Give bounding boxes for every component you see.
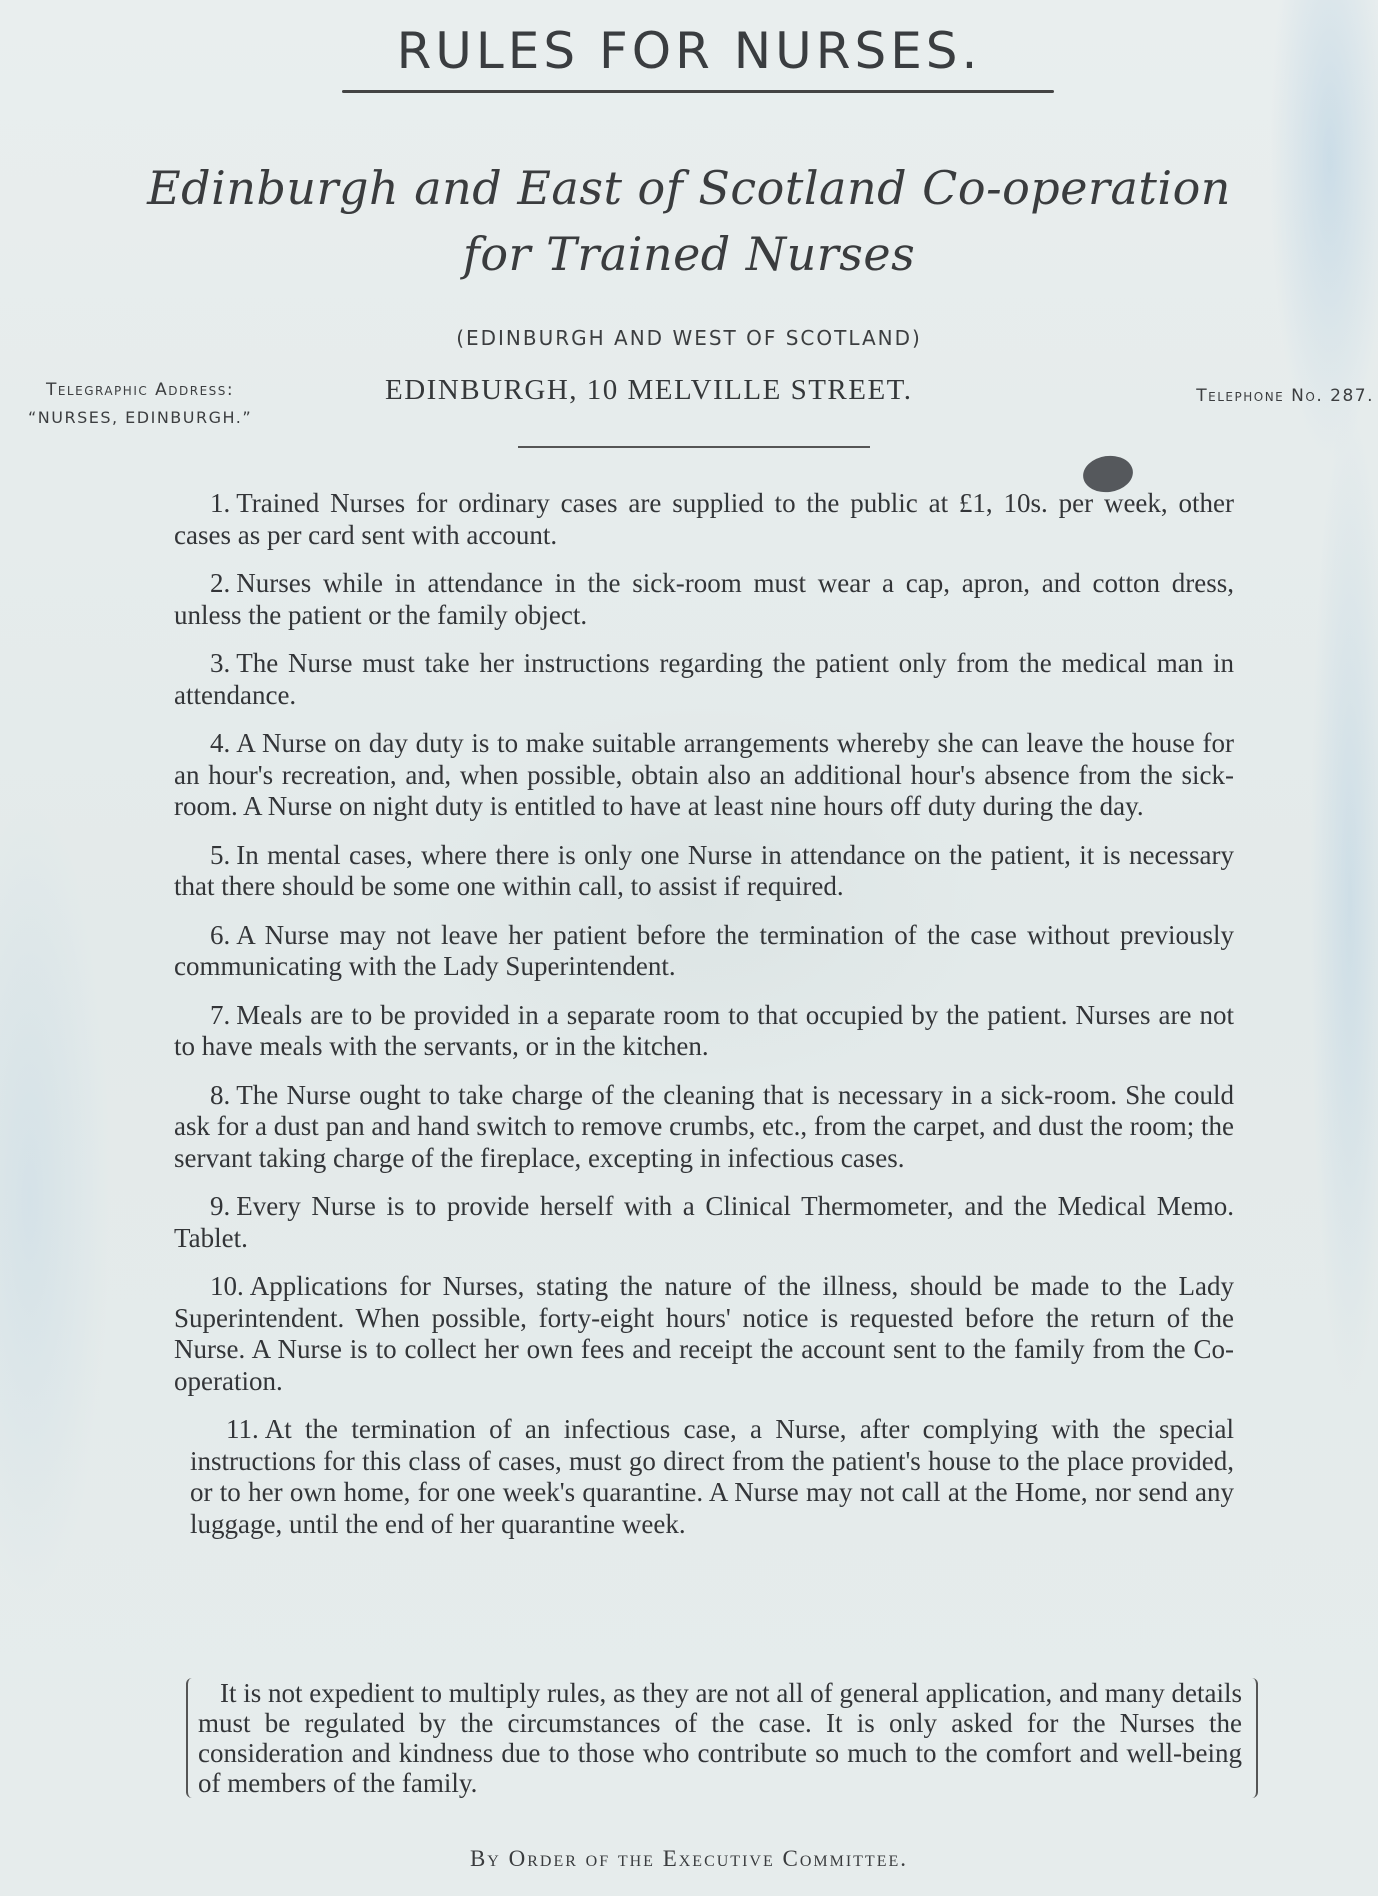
rule-item: 4. A Nurse on day duty is to make suitable arrangements whereby she can leave the house for an hour's recreation, and, when possible, obtain also an additional hour's absence from the sick-room. A Nurse on night duty is entitled to have at least nine hours off duty during the day.	[174, 728, 1234, 821]
rule-item: 7. Meals are to be provided in a separate room to that occupied by the patient. Nurses are not to have meals with the servants, or in the kitchen.	[174, 999, 1234, 1061]
rule-item: 8. The Nurse ought to take charge of the cleaning that is necessary in a sick-room. She could ask for a dust pan and hand switch to remove crumbs, etc., from the carpet, and dust the room; the servant taking charge of the fireplace, excepting in infectious cases.	[174, 1079, 1234, 1173]
rule-item: 11. At the termination of an infectious case, a Nurse, after complying with the special instructions for this class of cases, must go direct from the patient's house to the place provided, or to her own home, for one week's quarantine. A Nurse may not call at the Home, nor send any luggage, until the end of her quarantine week.	[190, 1414, 1234, 1539]
organization-name	[0, 155, 1378, 287]
rule-item: 6. A Nurse may not leave her patient before the termination of the case without previously communicating with the Lady Superintendent.	[174, 919, 1234, 981]
document-title: RULES FOR NURSES.	[396, 22, 982, 80]
telegraphic-address-value: “NURSES, EDINBURGH.”	[28, 408, 253, 427]
telephone-number: Telephone No. 287.	[1196, 386, 1374, 406]
signature-footer: By Order of the Executive Committee.	[469, 1846, 909, 1871]
title-underline	[342, 90, 1054, 93]
telegraphic-address-label: Telegraphic Address:	[45, 380, 235, 400]
divider	[518, 446, 870, 448]
rule-item: 9. Every Nurse is to provide herself with a Clinical Thermometer, and the Medical Memo. Tablet.	[174, 1191, 1234, 1253]
organization-line-2: for Trained Nurses	[462, 227, 916, 281]
closing-note: It is not expedient to multiply rules, as they are not all of general application, and many details must be regulated by the circumstances of the case. It is only asked for the Nurses the consideration and kindness due to those who contribute so much to the comfort and well-being of members of the family.	[186, 1678, 1258, 1798]
rule-item: 3. The Nurse must take her instructions regarding the patient only from the medical man in attendance.	[174, 648, 1234, 710]
rule-item: 1. Trained Nurses for ordinary cases are supplied to the public at £1, 10s. per week, other cases as per card sent with account.	[174, 488, 1234, 550]
rules-list	[174, 488, 1234, 1557]
region-subtitle: (EDINBURGH AND WEST OF SCOTLAND)	[456, 326, 922, 350]
rule-item: 10. Applications for Nurses, stating the nature of the illness, should be made to the Lady Superintendent. When possible, forty-eight hours' notice is requested before the return of the Nurse. A Nurse is to collect her own fees and receipt the account sent to the family from the Co-operation.	[174, 1271, 1234, 1396]
street-address: EDINBURGH, 10 MELVILLE STREET.	[385, 374, 913, 406]
rule-item: 5. In mental cases, where there is only one Nurse in attendance on the patient, it is necessary that there should be some one within call, to assist if required.	[174, 839, 1234, 901]
rule-item: 2. Nurses while in attendance in the sick-room must wear a cap, apron, and cotton dress, unless the patient or the family object.	[174, 568, 1234, 630]
telegraphic-address	[28, 376, 252, 432]
organization-line-1: Edinburgh and East of Scotland Co-operation	[147, 161, 1231, 215]
